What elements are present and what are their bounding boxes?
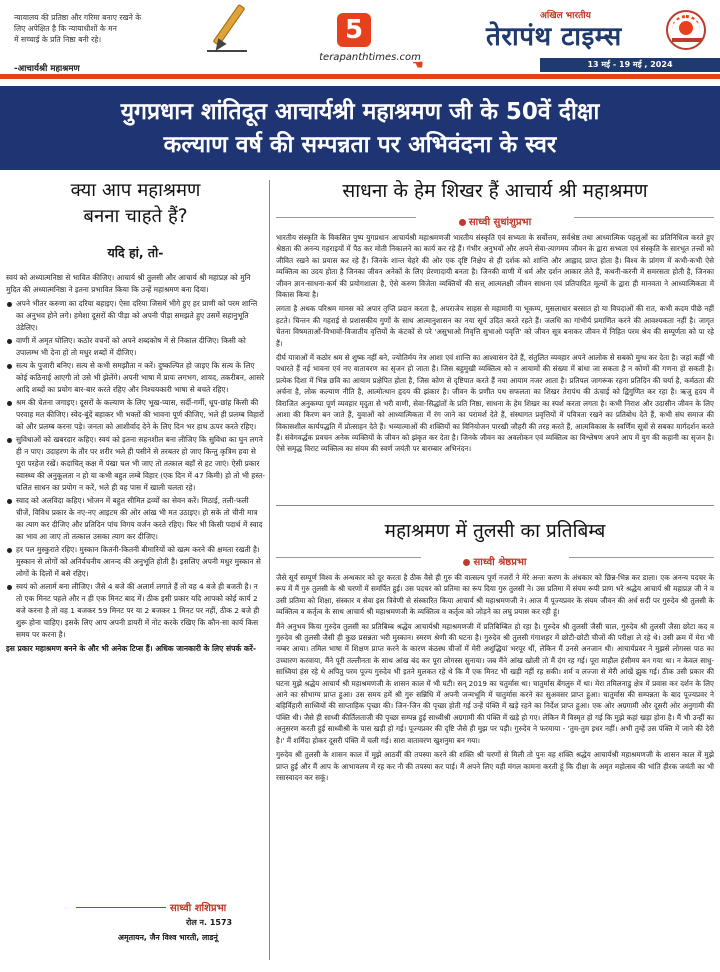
site-url[interactable]: terapanthtimes.com: [319, 52, 421, 63]
paragraph: गुरुदेव श्री तुलसी के शासन काल में मुझे आठवीं की तपस्या करने की शक्ति श्री चरणों से मिली तो पुनः वह शक्ति श्रद्धेय आचार्यश्री महाश्रमणजी के शासन काल में मुझे प्राप्त हुई और मैं आप के आभावलय में रह कर नौ की तपस्या कर पाई। मैं अपने लिए यही मंगल कामना करती हूं कि दीक्षा के अमृत महोत्सव की भांति हीरक जयंती का भी रसास्वादन कर सकूं।: [276, 750, 714, 782]
left-body: [6, 272, 265, 655]
five-logo: 5: [337, 13, 371, 47]
banner-line-1: युगप्रधान शांतिदूत आचार्यश्री महाश्रमण जी के 50वें दीक्षा: [120, 99, 600, 125]
left-signature: [6, 900, 265, 960]
right-top-byline: [276, 210, 714, 226]
left-heading: [6, 178, 265, 230]
signature-roll: रोल न. 1573: [186, 918, 233, 927]
cursor-icon: ☚: [412, 58, 424, 73]
byline-text: साध्वी श्रेष्ठप्रभा: [473, 557, 527, 568]
terapanth-seal-icon: [666, 10, 706, 50]
signature-rule: [76, 907, 166, 908]
byline-name: [453, 214, 537, 228]
signature-name: साध्वी शशिप्रभा: [170, 903, 227, 914]
masthead-kicker: अखिल भारतीय: [540, 11, 591, 21]
tip-item: अपने भीतर करुणा का दरिया बहाइए। ऐसा दरिया जिसमें भीगे हुए हर प्राणी को परम शान्ति का अनुभव होने लगे। हमेशा दूसरों की पीड़ा को अपनी पीड़ा समझते हुए उसमें सहानुभूति उंडेलिए।: [6, 298, 265, 334]
paragraph: दीर्घ यात्राओं में कठोर श्रम से शुष्क नहीं बने, ज्योतिर्मय नेत्र आशा एवं शान्ति का आश्वासन देते हैं, संतुलित व्यवहार अपने आलोक से सबको मुग्ध कर देता है। जहां कहीं भी पधारते हैं नई भावना एवं नए वातावरण का सृजन हो जाता है। जिस बहुमुखी व्यक्तित्व को न आयामों की संख्या में बांधा जा सकता है न कोणों की गणना हो सकती है। प्रत्येक दिशा में भिन्न छवि का आयाम प्रक्षेपित होता है, जिस कोण से दृष्टिपात करते हैं नया आयाम नजर आता है। प्रतिपल जागरूक रहना प्रतिदिन की चर्या है, कर्मठता की अर्चना है, लोक कल्याण नीति है, आत्मोत्थान हृदय की झंकार है। जीवन के प्रणीत पथ सफलता का शिखर तेरापंथ की ऊंचाई को द्विगुणित कर रहा है। ऋजु हृदय में विराजित अनुकम्पा पूर्ण व्यवहार मृदुता से भरी वाणी, सेवा-सिद्धांतों के प्रति निष्ठा, साधना के हेम शिखर का स्पर्श करता लगता है। कभी निराश और उदासीन जीवन के लिए आशा की किरण बन जाते हैं, युवाओं को आध्यात्मिकता में रंग जाने का परामर्श देते हैं, संस्थागत प्रवृत्तियों में पवित्रता रखने का प्रतिबोध देते हैं, कभी संघ समाज की विकासशील कार्यपद्धति में प्रोत्साहन देते हैं। भव्यात्माओं की शक्तियों का विनियोजन पारखी जौहरी की तरह करते हैं, आत्मविकास के स्वर्णिम सूत्रों से सबका मार्गदर्शन करते हैं। संवेगवर्द्धक प्रवचन अनेक व्यक्तियों के जीवन को झंकृत कर देता है। जिनके जीवन का अवलोकन एवं व्यक्तित्व का विश्लेषण अपने आप में युग की कहानी का सृजन है। ऐसे समृद्ध विराट व्यक्तित्व का संयम की स्वर्ण जयंती पर बारम्बार अभिनंदन।: [276, 353, 714, 454]
quote-author: -आचार्यश्री महाश्रमण: [14, 64, 80, 74]
left-intro: स्वयं को अध्यात्मनिष्ठा से भावित कीजिए। आचार्य श्री तुलसी और आचार्य श्री महाप्रज्ञ को मुनि मुदित की अध्यात्मनिष्ठा ने इतना प्रभावित किया कि उन्हें महाश्रमण बना दिया।: [6, 273, 251, 294]
column-divider: [269, 180, 270, 960]
left-callout: इस प्रकार महाश्रमण बनने के और भी अनेक टिप्स हैं। अधिक जानकारी के लिए संपर्क करें-: [6, 644, 257, 653]
masthead-title: तेरापंथ टाइम्स: [486, 22, 622, 52]
tip-item: स्वाद को अलविदा कहिए। भोजन में बहुत सीमित द्रव्यों का सेवन करें। मिठाई, तली-फली चीजें, विविध प्रकार के नए-नए आइटम की ओर आंख भी मत उठाइए। हो सके तो चीनी मात्र का त्याग कर दीजिए और प्रतिदिन पांच विगय वर्जन करते रहिए। फिर भी किसी पदार्थ में स्वाद का भाव आ जाए तो तत्काल उसका त्याग कर दीजिए।: [6, 495, 265, 543]
tip-item: स्वयं को अलार्म बना लीजिए। जैसे 4 बजे की अलार्म लगाते हैं तो वह 4 बजे ही बजती है। न तो एक मिनट पहले और न ही एक मिनट बाद में। ठीक इसी प्रकार यदि आपको कोई कार्य 2 बजे करना है तो वह 1 बजकर 59 मिनट पर या 2 बजकर 1 मिनट पर नहीं, ठीक 2 बजे ही शुरू होना चाहिए। इसके लिए आप अपनी डायरी में नोट करके रखिए कि कौन-सा कार्य किस समय पर करना है।: [6, 581, 265, 641]
right-bottom-byline: [276, 550, 714, 566]
left-heading-line-1: क्या आप महाश्रमण: [70, 180, 201, 201]
byline-rule: [276, 557, 421, 558]
article-divider: [276, 505, 714, 506]
quote-line: न्यायालय की प्रतिष्ठा और गरिमा बनाए रखने के: [14, 13, 142, 22]
issue-date: 13 मई - 19 मई , 2024: [540, 58, 720, 72]
header-rule: [0, 74, 720, 79]
tip-item: हर पल मुस्कुराते रहिए। मुस्कान कितनी-कितनी बीमारियों को खत्म करने की क्षमता रखती है। मुस्कान से लोगों को अनिर्वचनीय आनन्द की अनुभूति होती है। इसलिए अपनी मधुर मुस्कान से लोगों के दिलों में बसे रहिए।: [6, 544, 265, 580]
left-subheading: यदि हां, तो-: [107, 245, 164, 260]
tip-item: सुविधाओं को खबरदार कहिए। स्वयं को इतना सहनशील बना लीजिए कि सुविधा का घुन लगने ही न पाए। उदाहरण के तौर पर शरीर भले ही पसीने से तरबतर हो जाए किन्तु कृत्रिम हवा से पूरा परहेज रखें। कदाचित् कक्ष में पंखा चल भी जाए तो तत्काल बहाँ से हट जाएं। ऐसी प्रकार स्वास्थ्य की अनुकूलता न हो या कभी बहुत लम्बे विहार (एक दिन में 47 किमी) हो तो भी हस्त-चलित साधन का प्रयोग न करें, भले ही वह पास में खाली चलता रहे।: [6, 434, 265, 494]
left-heading-line-2: बनना चाहते हैं?: [83, 206, 188, 227]
byline-name: [457, 554, 532, 568]
dot-icon: [459, 219, 466, 226]
headline-banner: [0, 86, 720, 170]
right-top-article: [276, 178, 714, 458]
byline-rule: [574, 217, 714, 218]
page-header: [0, 0, 720, 84]
paragraph: लगता है अथक परिश्रम मानस को अपार तृप्ति प्रदान करता है, अपराजेय साहस से महामारी या भूकम्प, मुसलाधार बरसात हो या विपदाओं की रात, कभी कदम पीछे नहीं हटते। चिन्तन की गहराई से प्रशासकीय गुणों के साथ आत्मानुशासन का नया सूर्य उदित करते रहते हैं। जलधि का गांभीर्य प्रमाणित करने की आवश्यकता नहीं है। जागृत चेतना विषमताओं-विभावों-विजातीय वृत्तियों के कंटकों से परे 'असुभाओ निवृत्ति सुभाओ पवृत्ति' को जीवन सूत्र बनाकर जीवन में निहित परम श्रेय की सम्पूर्णता को पा रहे हैं।: [276, 304, 714, 348]
paragraph: जैसे सूर्य सम्पूर्ण विश्व के अन्धकार को दूर करता है ठीक वैसे ही गुरु की वात्सल्य पूर्ण नजरों ने मेरे अन्तः करण के अंधकार को छिन्न-भिन्न कर डाला। एक अनन्य पदचर के रूप में मैं गुरु तुलसी के श्री चरणों में समर्पित हुई। उस पदचर को प्रतिमा का रूप दिया गुरु तुलसी ने। उस प्रतिमा में संयम रूपी प्राण भरे श्रद्धेय आचार्य श्री महाप्रज्ञ जी ने व उसी प्रतिमा को शिक्षा, संस्कार व सेवा इस त्रिवेणी से संस्कारित किया आचार्य श्री महाश्रमणजी ने। आज मैं पूज्यप्रवर के संयम जीवन की अर्ध सदी पर गुरुदेव श्री तुलसी के व्यक्तित्व व कर्तृत्व के साथ आचार्य श्री महाश्रमणजी के व्यक्तित्व व कर्तृत्व को जोड़ने का लघु प्रयास कर रही हूं।: [276, 573, 714, 617]
banner-line-2: कल्याण वर्ष की सम्पन्नता पर अभिवंदना के स्वर: [163, 132, 557, 158]
quote-line: में सच्चाई के प्रति निष्ठा बनी रहे।: [14, 35, 102, 44]
paragraph: भारतीय संस्कृति के विकसित पुष्प युगप्रधान आचार्यश्री महाश्रमणजी भारतीय संस्कृति एवं सभ्यता के सर्वोत्तम, सर्वश्रेष्ठ तथा आध्यात्मिक पहलुओं का प्रतिनिधित्व करते हुए श्रेष्ठता की अनन्य गहराइयों में पैठ कर मोती निकालने का कार्य कर रहे हैं। गंभीर अनुभवों और अपने सेवा-त्यागमय जीवन के द्वारा सभ्यता एवं संस्कृति के सारभूत तत्त्वों को जीवित रखने का प्रयास कर रहे हैं। जिनके शान्त चेहरे की ओर एक दृष्टि निक्षेप से ही दर्शक को शान्ति और आह्लाद प्राप्त होता है। विश्व के प्रांगण में कभी-कभी ऐसे व्यक्तित्व का उदय होता है जिनका जीवन अनेकों के लिए प्रेरणादायी बनता है। जिनकी वाणी में धर्म और दर्शन आकार लेते हैं, कथनी-करनी में समरसता होती है, जिनका जीवन ज्ञान-साधना-कर्म की प्रयोगशाला है, ऐसे करुण विजेता व्यक्तियों की सत्त् आत्मलक्षी जीवन साधना एवं प्रतिपादित मूल्यों के द्वारा ही मानवता ने आध्यात्मिकता में विकास किया है।: [276, 233, 714, 300]
tip-item: सत्य के पुजारी बनिए। सत्य से कभी समझौता न करें। दुष्कल्पित हो जाइए कि सत्य के लिए कोई कठिनाई आएगी तो उसे भी झेलेंगे। अपनी भाषा में प्रायः लगभग, शायद, तकरीबन, आसरे आदि शब्दों का प्रयोग बार-बार करते रहिए और निश्चयकारी भाषा से बचते रहिए।: [6, 360, 265, 396]
left-column: [6, 178, 265, 655]
paragraph: मैंने अनुभव किया गुरुदेव तुलसी का प्रतिबिम्ब श्रद्धेय आचार्यश्री महाश्रमणजी में प्रतिबिम्बित हो रहा है। गुरुदेव श्री तुलसी जैसी चाल, गुरुदेव श्री तुलसी जैसा छोटा कद व गुरुदेव श्री तुलसी जैसी ही कुछ प्रसन्नता भरी मुस्कान। स्मरण श्रेणी की घटना है। गुरुदेव श्री तुलसी गंगाशहर में छोटी-छोटी चीजों की परीक्षा ले रहे थे। उसी क्रम में मेरा भी नम्बर आया। तमिल भाषा में शिक्षण प्राप्त करने के कारण कंठस्थ चीजों में मेरी अशुद्धियां भरपूर थीं, लेकिन मैं उनसे अनजान थी। आचार्यप्रवर ने मुझसे लोगस्स पाठ का उच्चारण करवाया, मैंने पूरी तल्लीनता के साथ आंख बंद कर पूरा लोगस्स सुनाया। जब मैंने आंख खोली तो मैं दंग रह गई। पूरा माहौल हंसीमय बन गया था। न केवल साधु-साध्वियां हंस रहे थे अपितु परम पूज्य गुरुदेव भी इतने मुलकत रहे थे कि मैं एक मिनट भी खड़ी नहीं रह सकी। शर्म व लज्जा से मेरी आंखें झुक गई। ठीक उसी प्रकार की घटना मुझे श्रद्धेय आचार्य श्री महाश्रमणजी के शासन काल में भी घटी। सन् 2019 का चतुर्मास था। चातुर्मास बेंगलुरु में था। मेरा तमिलनाडु क्षेत्र में प्रवास कर दर्शन के लिए आने का सौभाग्य प्राप्त हुआ। उस समय हमें श्री गुरु सन्निधि में अपनी जन्मभूमि में चातुर्मास करने का सुअवसर प्राप्त हुआ। चातुर्मास की सम्पन्नता के बाद पूज्यप्रवर ने बहिर्विहारी साध्वियों की साप्ताहिक पृच्छा की। जिन-जिन की पृच्छा होती गई उन्हें पंक्ति में खड़े रहने का निर्देश प्राप्त हुआ। एक ओर अग्रगामी और दूसरी ओर अनुगामी की पंक्ति थी। जैसे ही साध्वी कीर्तिलताजी की पृच्छा सम्पन्न हुई साध्वीश्री अग्रगामी की पंक्ति में खड़े हो गए। लेकिन मैं विस्मृत हो गई कि मुझे कहां खड़ा होना है। मैं भी उन्हीं का अनुसरण करती हुई साध्वीश्री के पास खड़ी हो गई। पूज्यप्रवर की दृष्टि जैसे ही मुझ पर पड़ी। गुरुदेव ने फरमाया - 'तुम-तुम इधर नहीं। अभी तुम्हें उस पंक्ति में जाने की देरी है।' मैं शर्मिंदा होकर दूसरी पंक्ति में चली गई। सारा वातावरण खुशनुमा बन गया।: [276, 621, 714, 745]
quote-line: लिए अपेक्षित है कि न्यायाधीशों के मन: [14, 24, 117, 33]
right-bottom-article: [276, 518, 714, 786]
dot-icon: [463, 559, 470, 566]
right-top-body: [276, 232, 714, 455]
tip-item: श्रम की चेतना जगाइए। दूसरों के कल्याण के लिए भूख-प्यास, सर्दी-गर्मी, धूप-छांह किसी की परवाह मत कीजिए। स्वेद-बूंदें बहाकर भी भक्तों की भावना पूर्ण कीजिए, भले ही प्रलम्ब विहारों को और प्रलम्ब करना पड़े। जनता को आशीर्वाद देने के लिए दिन भर हाथ ऊपर करते रहिए।: [6, 397, 265, 433]
pen-icon: [207, 6, 253, 56]
byline-rule: [276, 217, 416, 218]
right-top-heading: साधना के हेम शिखर हैं आचार्य श्री महाश्रमण: [342, 180, 648, 202]
tip-item: वाणी में अमृत घोलिए। कठोर वचनों को अपने शब्दकोष में से निकाल दीजिए। किसी को उपालम्भ भी देना हो तो मधुर शब्दों में दीजिए।: [6, 335, 265, 359]
byline-text: साध्वी सुधांशुप्रभा: [468, 217, 532, 228]
byline-rule: [569, 557, 714, 558]
right-bottom-heading: महाश्रमण में तुलसी का प्रतिबिम्ब: [384, 520, 606, 542]
tips-list: [6, 298, 265, 641]
quote-block: [14, 12, 239, 62]
signature-affiliation: अमृतायन, जैन विश्व भारती, लाडनूं: [118, 933, 218, 942]
right-bottom-body: [276, 572, 714, 783]
